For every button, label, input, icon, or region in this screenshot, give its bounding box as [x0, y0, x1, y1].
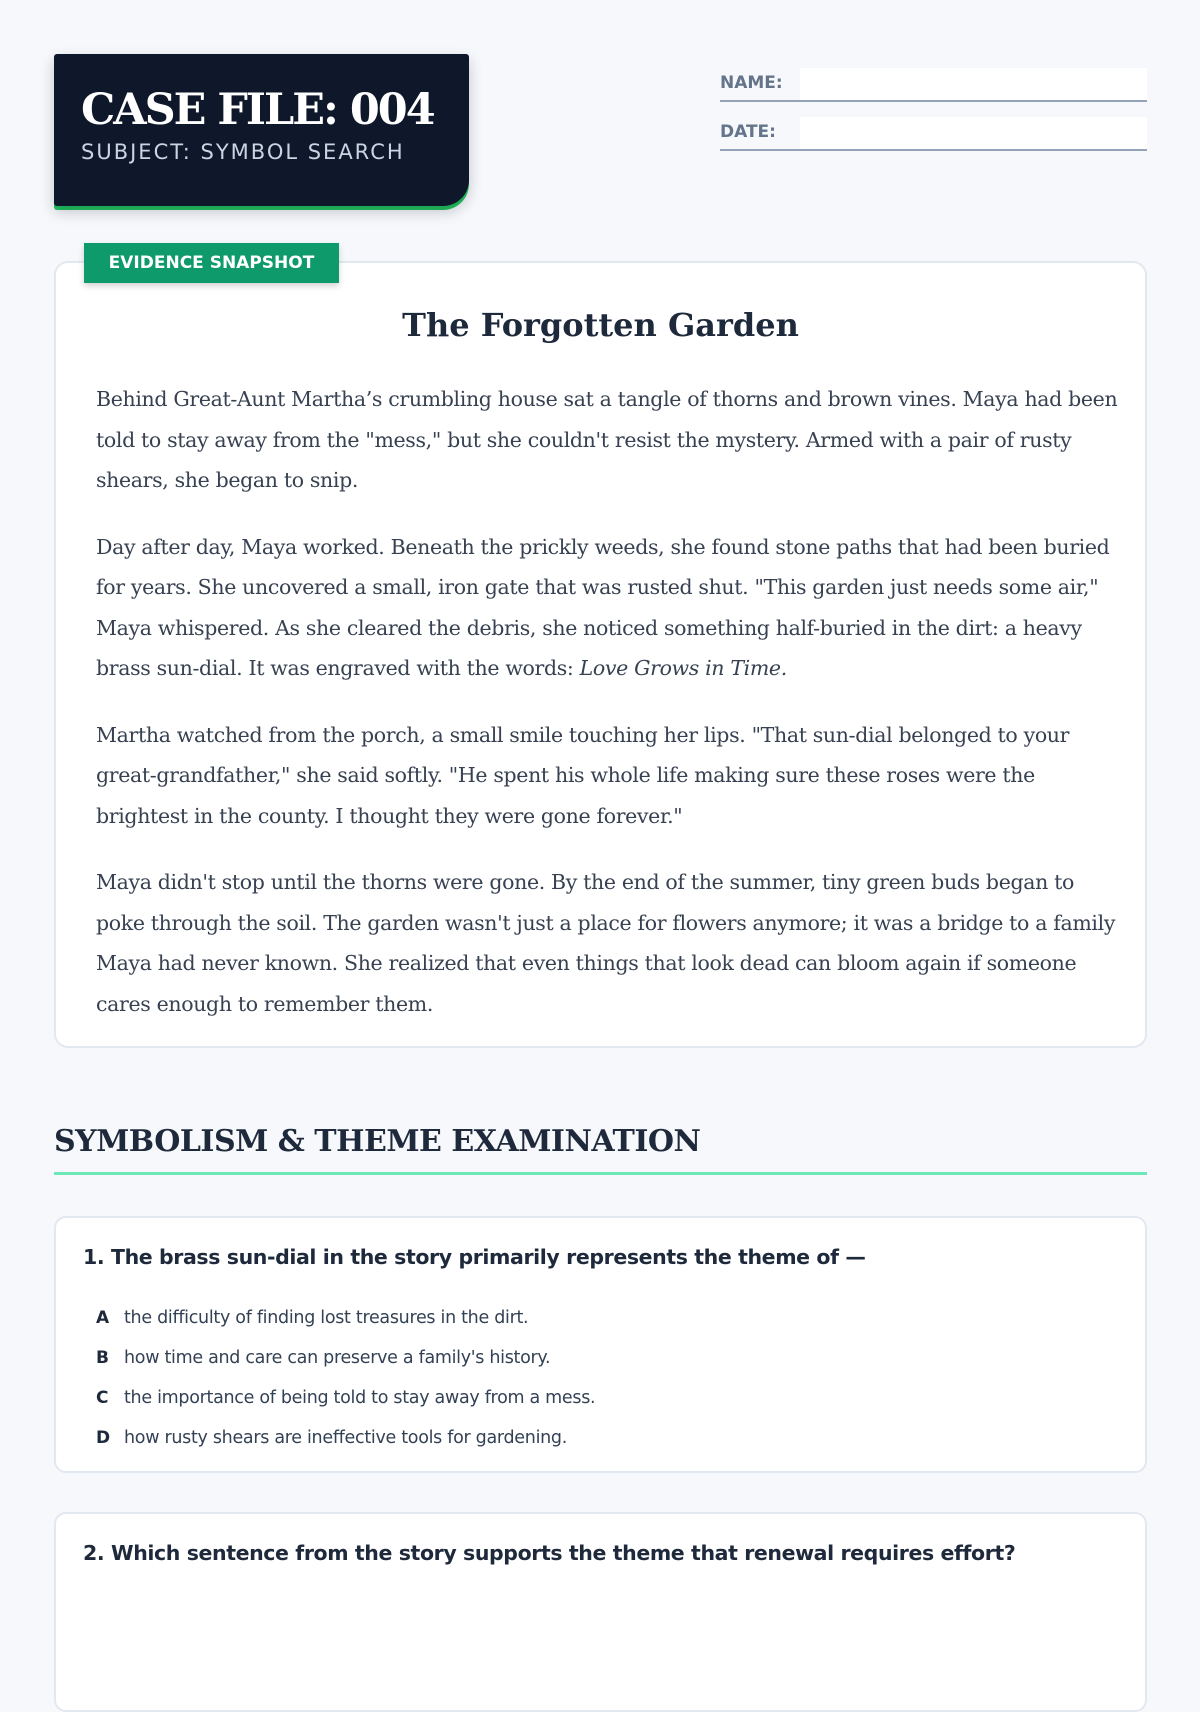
- choice-text: how rusty shears are ineffective tools for gardening.: [124, 1428, 567, 1448]
- story-paragraph-3: Martha watched from the porch, a small smile touching her lips. "That sun-dial belonged to your great-grandfather," she said softly. "He spent his whole life making sure these roses were the brightest in the county. I thought they were gone forever.": [96, 722, 1070, 828]
- choice-letter: A: [96, 1308, 110, 1328]
- choice-d[interactable]: [96, 1418, 595, 1458]
- name-input[interactable]: [800, 68, 1147, 100]
- choice-text: the difficulty of finding lost treasures in the dirt.: [124, 1308, 529, 1328]
- question-card-1: [54, 1216, 1147, 1473]
- question-2-text: 2. Which sentence from the story supports the theme that renewal requires effort?: [83, 1541, 1016, 1565]
- case-subject: SUBJECT: SYMBOL SEARCH: [81, 140, 405, 164]
- case-file-banner: [54, 54, 469, 206]
- question-1-text: 1. The brass sun-dial in the story primarily represents the theme of —: [83, 1245, 866, 1269]
- student-info-fields: [720, 66, 1147, 164]
- engraving-text: Love Grows in Time.: [579, 656, 787, 680]
- choice-c[interactable]: [96, 1378, 595, 1418]
- choice-text: how time and care can preserve a family's history.: [124, 1348, 551, 1368]
- choice-a[interactable]: [96, 1298, 595, 1338]
- header: [54, 54, 1147, 206]
- story-paragraph-2-text: Day after day, Maya worked. Beneath the prickly weeds, she found stone paths that had been buried for years. She uncovered a small, iron gate that was rusted shut. "This garden just needs some air," Maya whispered. As she cleared the debris, she noticed something half-buried in the dirt: a heavy brass sun-dial. It was engraved with the words:: [96, 534, 1110, 680]
- story-paragraph-2: [96, 527, 1126, 689]
- choice-letter: D: [96, 1428, 111, 1448]
- evidence-tag: EVIDENCE SNAPSHOT: [84, 243, 339, 283]
- choice-letter: B: [96, 1348, 109, 1368]
- worksheet-page: [54, 54, 1147, 1565]
- section-title: SYMBOLISM & THEME EXAMINATION: [54, 1124, 701, 1159]
- choice-text: the importance of being told to stay away from a mess.: [124, 1388, 596, 1408]
- story-paragraph-4: Maya didn't stop until the thorns were gone. By the end of the summer, tiny green buds began to poke through the soil. The garden wasn't just a place for flowers anymore; it was a bridge to a family Maya had never known. She realized that even things that look dead can bloom again if someone cares enough to remember them.: [96, 870, 1116, 1016]
- date-input[interactable]: [800, 117, 1147, 149]
- choice-b[interactable]: [96, 1338, 595, 1378]
- case-title: CASE FILE: 004: [81, 85, 434, 135]
- date-label: DATE:: [720, 122, 776, 142]
- question-card-2: [54, 1512, 1147, 1712]
- name-field-row: [720, 66, 1147, 102]
- date-field-row: [720, 115, 1147, 151]
- question-1-choices: [96, 1298, 595, 1458]
- story-paragraph-1: Behind Great-Aunt Martha’s crumbling house sat a tangle of thorns and brown vines. Maya had been told to stay away from the "mess," but she couldn't resist the mystery. Armed with a pair of rusty shears, she began to snip.: [96, 387, 1118, 492]
- story-text: [96, 379, 1126, 1050]
- section-heading: [54, 1122, 1147, 1175]
- choice-letter: C: [96, 1388, 109, 1408]
- evidence-card: [54, 253, 1147, 1048]
- name-label: NAME:: [720, 73, 783, 93]
- story-title: The Forgotten Garden: [402, 306, 799, 344]
